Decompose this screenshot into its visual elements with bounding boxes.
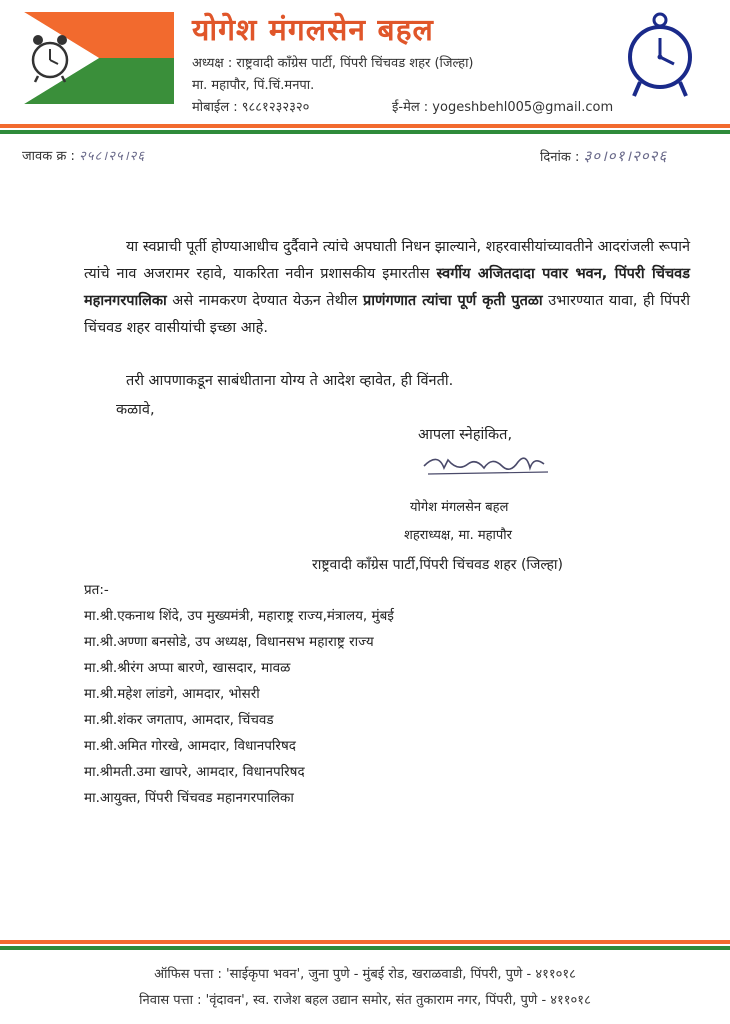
letter-date: दिनांक : ३०।०१।२०२६ — [540, 147, 668, 165]
closing-salutation: आपला स्नेहांकित, — [418, 427, 513, 443]
copy-recipient: मा.श्री.अण्णा बनसोडे, उप अध्यक्ष, विधानसभ महाराष्ट्र राज्य — [84, 634, 374, 650]
letter-body-paragraph: या स्वप्नाची पूर्ती होण्याआधीच दुर्दैवाने त्यांचे अपघाती निधन झाल्याने, शहरवासीयांच्यावतीने आदरांजली रूपाने त्यांचे नाव अजरामर रहावे, याकरिता नवीन प्रशासकीय इमारतीस स्वर्गीय अजितदादा पवार भवन, पिंपरी चिंचवड महानगरपालिका असे नामकरण देण्यात येऊन तेथील प्राणंगणात त्यांचा पूर्ण कृती पुतळा उभारण्यात यावा, ही पिंपरी चिंचवड शहर वासीयांची इच्छा आहे. — [84, 239, 690, 336]
signatory-organization: राष्ट्रवादी कॉंग्रेस पार्टी,पिंपरी चिंचवड शहर (जिल्हा) — [312, 557, 563, 573]
header-mayor-line: मा. महापौर, पिं.चिं.मनपा. — [192, 78, 315, 93]
copy-recipient: मा.आयुक्त, पिंपरी चिंचवड महानगरपालिका — [84, 790, 294, 806]
footer-residence-address: निवास पत्ता : 'वृंदावन', स्व. राजेश बहल उद्यान समोर, संत तुकाराम नगर, पिंपरी, पुणे - ४११०१८ — [139, 993, 591, 1008]
header-mobile: मोबाईल : ९८८१२३२३२० — [192, 100, 310, 115]
copy-recipient: मा.श्रीमती.उमा खापरे, आमदार, विधानपरिषद — [84, 764, 305, 780]
footer-stripe-green — [0, 946, 730, 950]
reference-number: जावक क्र : २५८।२५।२६ — [22, 149, 146, 164]
footer-stripe-saffron — [0, 940, 730, 944]
header-stripe-saffron — [0, 124, 730, 128]
handwritten-signature — [418, 446, 558, 480]
header-designation: अध्यक्ष : राष्ट्रवादी कॉंग्रेस पार्टी, पिंपरी चिंचवड शहर (जिल्हा) — [192, 56, 474, 71]
request-line: तरी आपणाकडून साबंधीताना योग्य ते आदेश व्हावेत, ही विंनती. — [126, 373, 454, 389]
copy-recipient: मा.श्री.शंकर जगताप, आमदार, चिंचवड — [84, 712, 274, 728]
party-clock-icon — [624, 12, 696, 102]
signatory-name: योगेश मंगलसेन बहल — [410, 500, 509, 515]
footer-office-address: ऑफिस पत्ता : 'साईकृपा भवन', जुना पुणे - मुंबई रोड, खराळवाडी, पिंपरी, पुणे - ४११०१८ — [154, 967, 576, 982]
closing-word: कळावे, — [116, 402, 155, 418]
copy-recipient: मा.श्री.एकनाथ शिंदे, उप मुख्यमंत्री, महाराष्ट्र राज्य,मंत्रालय, मुंबई — [84, 608, 394, 624]
header-stripe-green — [0, 130, 730, 134]
copy-to-label: प्रत:- — [84, 582, 109, 598]
signatory-title: शहराध्यक्ष, मा. महापौर — [404, 528, 512, 543]
header-email: ई-मेल : yogeshbehl005@gmail.com — [392, 100, 614, 115]
copy-recipient: मा.श्री.अमित गोरखे, आमदार, विधानपरिषद — [84, 738, 296, 754]
copy-recipient: मा.श्री.महेश लांडगे, आमदार, भोसरी — [84, 686, 260, 702]
clock-symbol-icon — [28, 32, 72, 84]
sender-name-title: योगेश मंगलसेन बहल — [192, 13, 434, 48]
copy-recipient: मा.श्री.श्रीरंग अप्पा बारणे, खासदार, मावळ — [84, 660, 291, 676]
